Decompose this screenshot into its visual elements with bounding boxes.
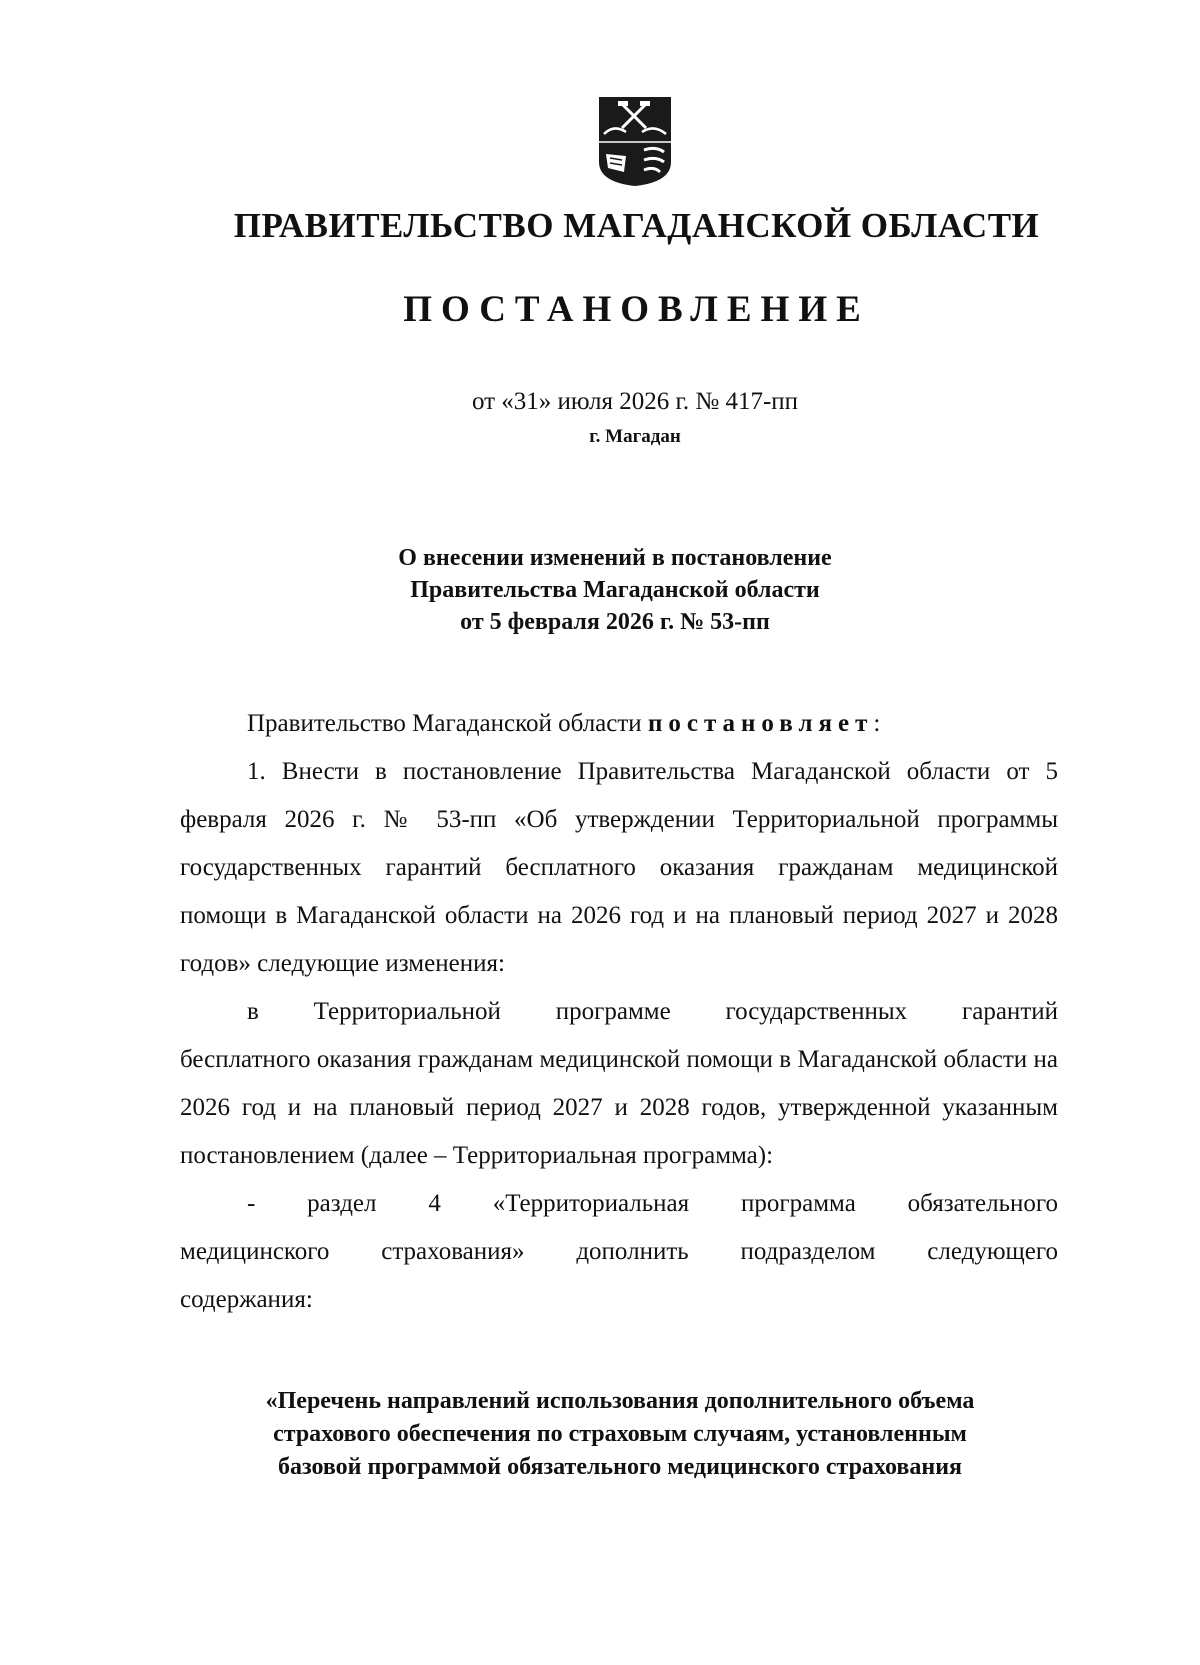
intro-colon: : [873,710,881,737]
item-2-paragraph: бесплатного оказания гражданам медицинской помощи в Магаданской области на 2026 год и на плановый период 2027 и 2028 годов, утвержденной указанным постановлением (далее – Территориальная программа): [180,1046,1058,1169]
document-type: ПОСТАНОВЛЕНИЕ [403,289,870,330]
heading-line: страхового обеспечения по страховым случаям, установленным [273,1421,967,1447]
item-2-first-line: в Территориальной программе государственных гарантий [247,998,1058,1025]
subject-line: О внесении изменений в постановление [398,545,832,571]
item-3-first-line: - раздел 4 «Территориальная программа обязательного [247,1190,1058,1217]
government-title: ПРАВИТЕЛЬСТВО МАГАДАНСКОЙ ОБЛАСТИ [233,206,1040,245]
subject-line: от 5 февраля 2026 г. № 53-пп [460,609,770,635]
subject-line: Правительства Магаданской области [410,577,820,603]
document-city: г. Магадан [589,426,681,447]
subsection-heading [180,1385,1060,1484]
document-body [180,700,1058,1324]
resolves-word: постановляет [647,710,874,737]
item-1-paragraph: 1. Внести в постановление Правительства Магаданской области от 5 февраля 2026 г. № 53-пп «Об утверждении Территориальной программы государственных гарантий бесплатного оказания гражданам медицинской помощи в Магаданской области на 2026 год и на плановый период 2027 и 2028 годов» следующие изменения: [180,758,1058,977]
item-3-second-line: медицинского страхования» дополнить подразделом следующего [180,1238,1058,1265]
document-subject [0,542,1200,638]
coat-of-arms-icon [596,94,674,188]
heading-line: базовой программой обязательного медицинского страхования [277,1454,963,1480]
intro-paragraph [180,700,1058,748]
document-date-number: от «31» июля 2026 г. № 417-пп [471,388,799,415]
item-3-third-line: содержания: [180,1286,313,1313]
intro-text: Правительство Магаданской области [247,710,642,737]
heading-line: «Перечень направлений использования дополнительного объема [265,1388,975,1414]
